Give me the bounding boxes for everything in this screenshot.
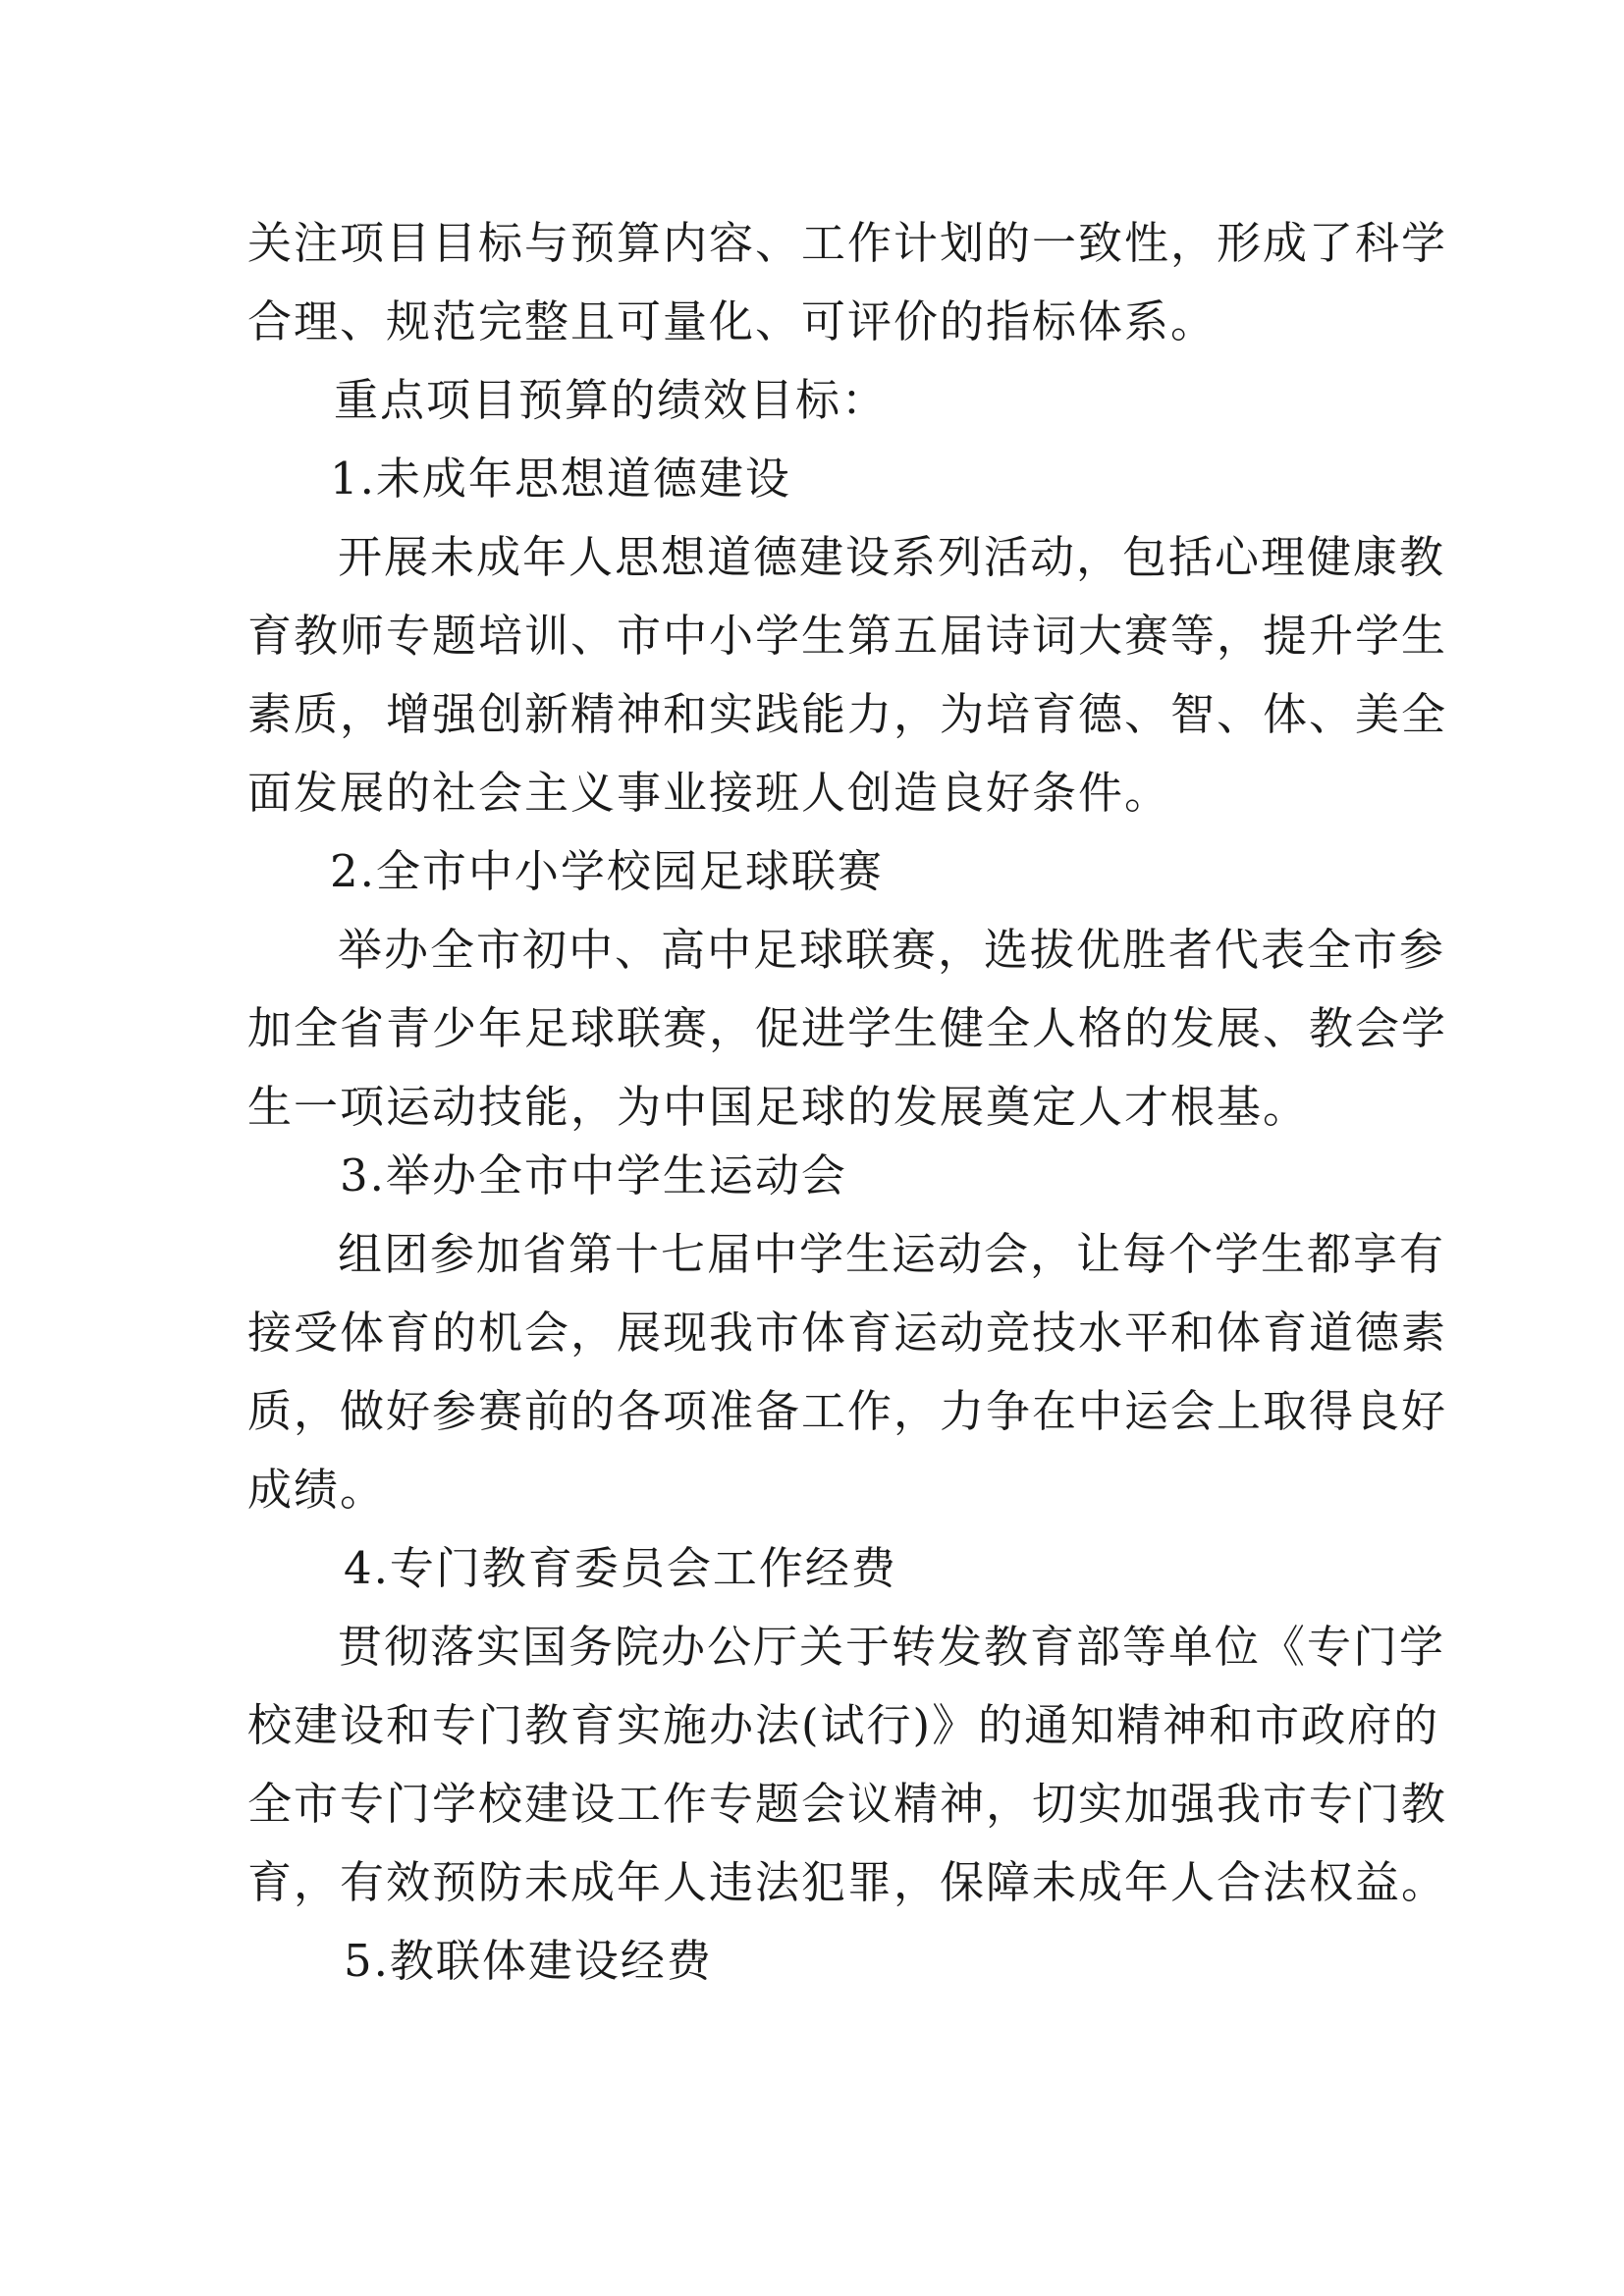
- item-heading: 3.举办全市中学生运动会: [340, 1149, 847, 1201]
- text-line: 关注项目目标与预算内容、工作计划的一致性，形成了科学: [247, 217, 1448, 269]
- text-line: 开展未成年人思想道德建设系列活动，包括心理健康教: [338, 531, 1446, 583]
- text-line: 加全省青少年足球联赛，促进学生健全人格的发展、教会学: [247, 1002, 1448, 1054]
- text-line: 素质，增强创新精神和实践能力，为培育德、智、体、美全: [247, 688, 1448, 740]
- item-heading: 1.未成年思想道德建设: [330, 453, 791, 505]
- text-line: 贯彻落实国务院办公厅关于转发教育部等单位《专门学: [338, 1621, 1446, 1673]
- text-line: 全市专门学校建设工作专题会议精神，切实加强我市专门教: [247, 1778, 1448, 1830]
- section-heading: 重点项目预算的绩效目标：: [334, 374, 889, 426]
- text-line: 组团参加省第十七届中学生运动会，让每个学生都享有: [338, 1228, 1446, 1280]
- text-line: 质，做好参赛前的各项准备工作，力争在中运会上取得良好: [247, 1385, 1448, 1437]
- text-line: 校建设和专门教育实施办法(试行)》的通知精神和市政府的: [247, 1699, 1440, 1751]
- item-heading: 4.专门教育委员会工作经费: [344, 1542, 897, 1594]
- text-line: 面发展的社会主义事业接班人创造良好条件。: [247, 767, 1171, 819]
- item-heading: 2.全市中小学校园足球联赛: [330, 845, 884, 897]
- text-line: 生一项运动技能，为中国足球的发展奠定人才根基。: [247, 1081, 1310, 1133]
- text-line: 接受体育的机会，展现我市体育运动竞技水平和体育道德素: [247, 1307, 1448, 1359]
- text-line: 育，有效预防未成年人违法犯罪，保障未成年人合法权益。: [247, 1856, 1448, 1908]
- text-line: 举办全市初中、高中足球联赛，选拔优胜者代表全市参: [338, 924, 1446, 976]
- text-line: 合理、规范完整且可量化、可评价的指标体系。: [247, 295, 1218, 347]
- text-line: 成绩。: [247, 1464, 387, 1516]
- text-line: 育教师专题培训、市中小学生第五届诗词大赛等，提升学生: [247, 610, 1448, 662]
- item-heading: 5.教联体建设经费: [344, 1935, 713, 1987]
